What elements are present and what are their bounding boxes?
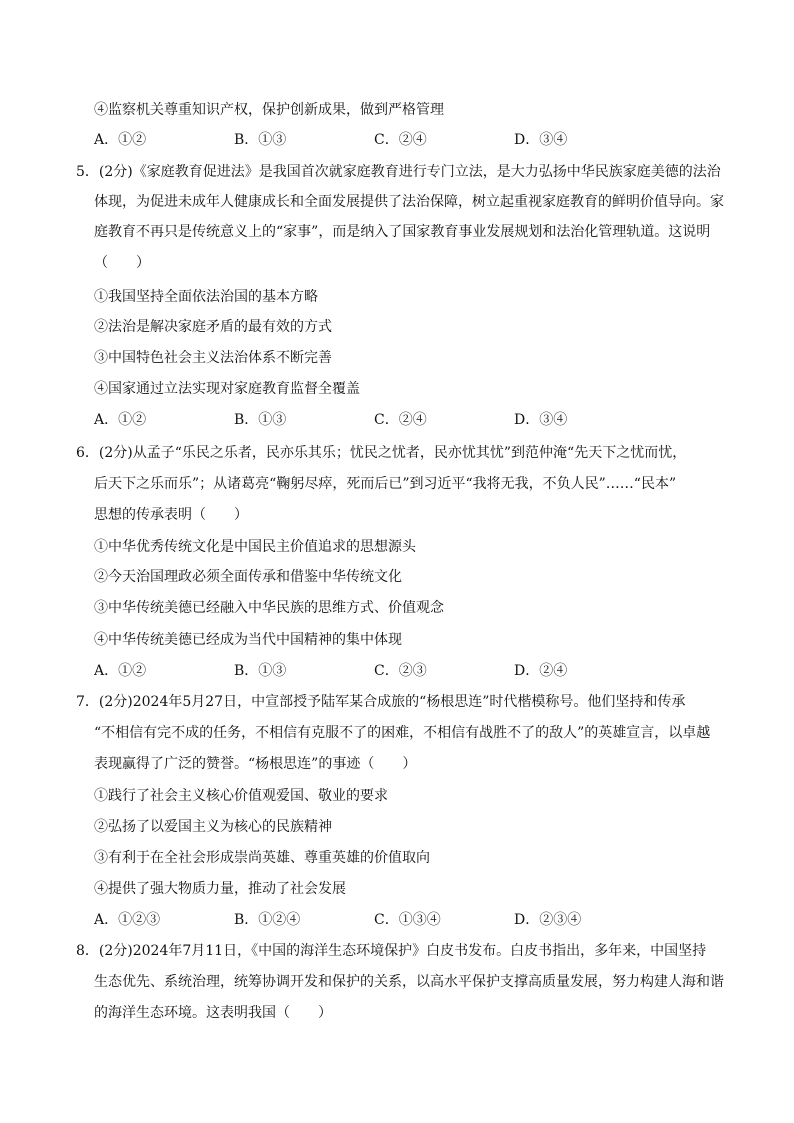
q5-choice-b[interactable]: B．①③ xyxy=(234,412,287,428)
q4-choice-b[interactable]: B．①③ xyxy=(234,132,287,148)
q7-stem-line-2: “不相信有完不成的任务，不相信有克服不了的困难，不相信有战胜不了的敌人”的英雄宣言，以卓越 xyxy=(94,725,711,741)
q7-choice-c[interactable]: C．①③④ xyxy=(374,912,441,928)
q6-stem-line-2: 后天下之乐而乐”；从诸葛亮“鞠躬尽瘁，死而后已”到习近平“我将无我，不负人民”……“民本” xyxy=(94,476,677,492)
q6-stem-line-1: 6．(2分)从孟子“乐民之乐者，民亦乐其乐；忧民之忧者，民亦忧其忧”到范仲淹“先天下之忧而忧， xyxy=(76,445,687,461)
q5-stem-line-1: 5．(2分)《家庭教育促进法》是我国首次就家庭教育进行专门立法，是大力弘扬中华民族家庭美德的法治 xyxy=(76,164,721,180)
q6-choices xyxy=(94,661,734,681)
q5-option-4: ④国家通过立法实现对家庭教育监督全覆盖 xyxy=(94,381,360,397)
q8-stem-line-3: 的海洋生态环境。这表明我国（ ） xyxy=(94,1005,332,1021)
q6-stem-line-3: 思想的传承表明（ ） xyxy=(94,507,248,523)
q8-stem-line-1: 8．(2分)2024年7月11日，《中国的海洋生态环境保护》白皮书发布。白皮书指出，多年来，中国坚持 xyxy=(76,943,707,959)
q6-option-2: ②今天治国理政必须全面传承和借鉴中华传统文化 xyxy=(94,569,402,585)
q7-choices xyxy=(94,910,734,930)
q7-option-2: ②弘扬了以爱国主义为核心的民族精神 xyxy=(94,819,332,835)
q6-option-4: ④中华传统美德已经成为当代中国精神的集中体现 xyxy=(94,632,402,648)
q4-option-4: ④监察机关尊重知识产权，保护创新成果，做到严格管理 xyxy=(94,102,444,118)
q4-choice-a[interactable]: A．①② xyxy=(94,132,147,148)
q5-stem-line-4: （ ） xyxy=(94,255,150,271)
q5-choice-d[interactable]: D．③④ xyxy=(514,412,568,428)
q7-stem-line-1: 7．(2分)2024年5月27日，中宣部授予陆军某合成旅的“杨根思连”时代楷模称号。他们坚持和传承 xyxy=(76,694,686,710)
q5-stem-line-2: 体现，为促进未成年人健康成长和全面发展提供了法治保障，树立起重视家庭教育的鲜明价值导向。家 xyxy=(94,194,724,210)
q5-stem-line-3: 庭教育不再只是传统意义上的“家事”，而是纳入了国家教育事业发展规划和法治化管理轨道。这说明 xyxy=(94,224,711,240)
q7-option-3: ③有利于在全社会形成崇尚英雄、尊重英雄的价值取向 xyxy=(94,850,430,866)
q5-choices xyxy=(94,410,734,430)
q7-stem-line-3: 表现赢得了广泛的赞誉。“杨根思连”的事迹（ ） xyxy=(94,756,417,772)
q4-choices xyxy=(94,130,734,150)
q4-choice-d[interactable]: D．③④ xyxy=(514,132,568,148)
q5-choice-c[interactable]: C．②④ xyxy=(374,412,427,428)
q5-option-3: ③中国特色社会主义法治体系不断完善 xyxy=(94,350,332,366)
q6-choice-a[interactable]: A．①② xyxy=(94,663,147,679)
q7-choice-a[interactable]: A．①②③ xyxy=(94,912,161,928)
q7-choice-d[interactable]: D．②③④ xyxy=(514,912,582,928)
q6-choice-b[interactable]: B．①③ xyxy=(234,663,287,679)
q8-stem-line-2: 生态优先、系统治理，统筹协调开发和保护的关系，以高水平保护支撑高质量发展，努力构建人海和谐 xyxy=(94,974,724,990)
q6-choice-c[interactable]: C．②③ xyxy=(374,663,427,679)
q7-option-4: ④提供了强大物质力量，推动了社会发展 xyxy=(94,881,346,897)
q6-option-3: ③中华传统美德已经融入中华民族的思维方式、价值观念 xyxy=(94,600,444,616)
q7-option-1: ①践行了社会主义核心价值观爱国、敬业的要求 xyxy=(94,788,388,804)
q7-choice-b[interactable]: B．①②④ xyxy=(234,912,301,928)
q5-choice-a[interactable]: A．①② xyxy=(94,412,147,428)
q5-option-2: ②法治是解决家庭矛盾的最有效的方式 xyxy=(94,319,332,335)
q6-choice-d[interactable]: D．②④ xyxy=(514,663,568,679)
q6-option-1: ①中华优秀传统文化是中国民主价值追求的思想源头 xyxy=(94,539,416,555)
q5-option-1: ①我国坚持全面依法治国的基本方略 xyxy=(94,289,318,305)
q4-choice-c[interactable]: C．②④ xyxy=(374,132,427,148)
